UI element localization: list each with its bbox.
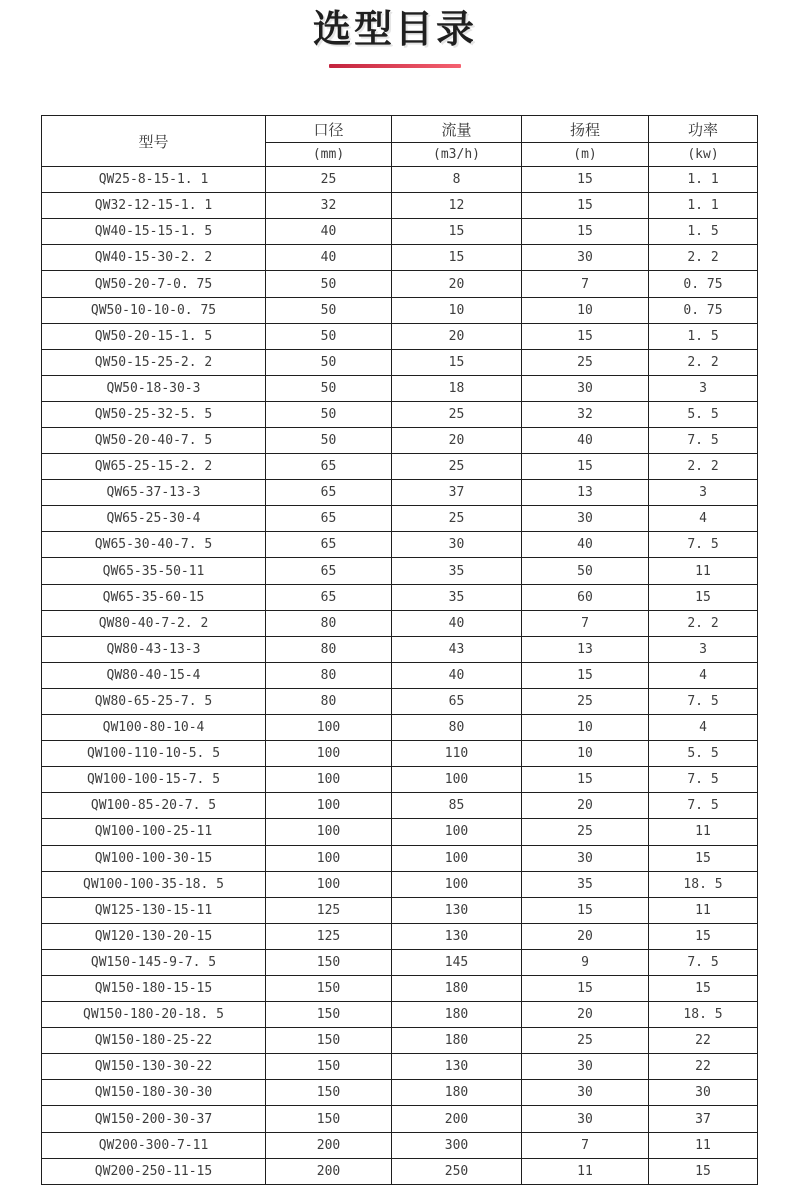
model-cell: QW50-18-30-3	[42, 375, 266, 401]
head-cell: 13	[522, 636, 649, 662]
head-cell: 30	[522, 1106, 649, 1132]
power-cell: 22	[649, 1028, 758, 1054]
model-cell: QW150-145-9-7. 5	[42, 949, 266, 975]
table-row	[42, 349, 758, 375]
col-header-diameter: 口径	[266, 116, 392, 143]
table-row	[42, 480, 758, 506]
power-cell: 18. 5	[649, 871, 758, 897]
diameter-cell: 65	[266, 558, 392, 584]
table-row	[42, 167, 758, 193]
flow-cell: 10	[392, 297, 522, 323]
diameter-cell: 100	[266, 845, 392, 871]
table-row	[42, 558, 758, 584]
flow-cell: 110	[392, 741, 522, 767]
diameter-cell: 80	[266, 662, 392, 688]
diameter-cell: 50	[266, 375, 392, 401]
model-cell: QW125-130-15-11	[42, 897, 266, 923]
head-cell: 15	[522, 323, 649, 349]
power-cell: 1. 5	[649, 323, 758, 349]
power-cell: 2. 2	[649, 454, 758, 480]
diameter-cell: 100	[266, 793, 392, 819]
power-cell: 15	[649, 1158, 758, 1184]
power-cell: 4	[649, 715, 758, 741]
flow-cell: 37	[392, 480, 522, 506]
table-row	[42, 584, 758, 610]
col-unit-diameter: (mm)	[266, 143, 392, 167]
diameter-cell: 40	[266, 245, 392, 271]
table-row	[42, 1002, 758, 1028]
flow-cell: 65	[392, 688, 522, 714]
head-cell: 15	[522, 767, 649, 793]
diameter-cell: 80	[266, 688, 392, 714]
power-cell: 37	[649, 1106, 758, 1132]
diameter-cell: 150	[266, 1028, 392, 1054]
diameter-cell: 65	[266, 584, 392, 610]
flow-cell: 8	[392, 167, 522, 193]
table-row	[42, 193, 758, 219]
table-row	[42, 506, 758, 532]
table-row	[42, 1080, 758, 1106]
head-cell: 30	[522, 1080, 649, 1106]
table-row	[42, 1028, 758, 1054]
head-cell: 20	[522, 923, 649, 949]
flow-cell: 43	[392, 636, 522, 662]
model-cell: QW120-130-20-15	[42, 923, 266, 949]
title-accent-bar	[329, 64, 461, 68]
model-cell: QW200-300-7-11	[42, 1132, 266, 1158]
head-cell: 7	[522, 1132, 649, 1158]
model-cell: QW100-110-10-5. 5	[42, 741, 266, 767]
model-cell: QW50-25-32-5. 5	[42, 401, 266, 427]
head-cell: 40	[522, 428, 649, 454]
model-cell: QW100-85-20-7. 5	[42, 793, 266, 819]
model-cell: QW65-25-30-4	[42, 506, 266, 532]
diameter-cell: 65	[266, 532, 392, 558]
head-cell: 10	[522, 297, 649, 323]
col-unit-power: (kw)	[649, 143, 758, 167]
col-header-head: 扬程	[522, 116, 649, 143]
model-cell: QW100-100-35-18. 5	[42, 871, 266, 897]
power-cell: 7. 5	[649, 688, 758, 714]
head-cell: 30	[522, 245, 649, 271]
head-cell: 15	[522, 897, 649, 923]
table-row	[42, 819, 758, 845]
power-cell: 11	[649, 819, 758, 845]
flow-cell: 20	[392, 323, 522, 349]
model-cell: QW100-100-25-11	[42, 819, 266, 845]
model-cell: QW65-35-50-11	[42, 558, 266, 584]
table-row	[42, 688, 758, 714]
power-cell: 15	[649, 584, 758, 610]
catalog-table-body	[42, 167, 758, 1185]
diameter-cell: 100	[266, 741, 392, 767]
diameter-cell: 200	[266, 1132, 392, 1158]
power-cell: 22	[649, 1054, 758, 1080]
table-row	[42, 1158, 758, 1184]
table-row	[42, 532, 758, 558]
table-row	[42, 715, 758, 741]
flow-cell: 250	[392, 1158, 522, 1184]
diameter-cell: 125	[266, 897, 392, 923]
model-cell: QW65-25-15-2. 2	[42, 454, 266, 480]
table-row	[42, 375, 758, 401]
model-cell: QW80-65-25-7. 5	[42, 688, 266, 714]
flow-cell: 180	[392, 1002, 522, 1028]
table-row	[42, 610, 758, 636]
diameter-cell: 50	[266, 349, 392, 375]
model-cell: QW150-130-30-22	[42, 1054, 266, 1080]
table-row	[42, 871, 758, 897]
selection-catalog-table	[41, 115, 758, 1185]
flow-cell: 25	[392, 454, 522, 480]
model-cell: QW25-8-15-1. 1	[42, 167, 266, 193]
header-label-row	[42, 116, 758, 143]
table-row	[42, 793, 758, 819]
model-cell: QW32-12-15-1. 1	[42, 193, 266, 219]
model-cell: QW150-180-20-18. 5	[42, 1002, 266, 1028]
power-cell: 30	[649, 1080, 758, 1106]
power-cell: 1. 1	[649, 193, 758, 219]
model-cell: QW150-200-30-37	[42, 1106, 266, 1132]
flow-cell: 130	[392, 1054, 522, 1080]
diameter-cell: 100	[266, 819, 392, 845]
flow-cell: 100	[392, 871, 522, 897]
col-header-power: 功率	[649, 116, 758, 143]
model-cell: QW65-30-40-7. 5	[42, 532, 266, 558]
diameter-cell: 150	[266, 1106, 392, 1132]
flow-cell: 40	[392, 610, 522, 636]
head-cell: 7	[522, 271, 649, 297]
model-cell: QW65-37-13-3	[42, 480, 266, 506]
col-header-flow: 流量	[392, 116, 522, 143]
head-cell: 15	[522, 975, 649, 1001]
diameter-cell: 125	[266, 923, 392, 949]
diameter-cell: 50	[266, 428, 392, 454]
flow-cell: 35	[392, 584, 522, 610]
table-row	[42, 454, 758, 480]
head-cell: 11	[522, 1158, 649, 1184]
diameter-cell: 50	[266, 401, 392, 427]
table-row	[42, 949, 758, 975]
power-cell: 7. 5	[649, 767, 758, 793]
flow-cell: 100	[392, 767, 522, 793]
page-title: 选型目录	[312, 7, 477, 51]
flow-cell: 25	[392, 506, 522, 532]
flow-cell: 180	[392, 975, 522, 1001]
model-cell: QW50-20-15-1. 5	[42, 323, 266, 349]
head-cell: 40	[522, 532, 649, 558]
diameter-cell: 25	[266, 167, 392, 193]
flow-cell: 80	[392, 715, 522, 741]
model-cell: QW150-180-15-15	[42, 975, 266, 1001]
diameter-cell: 150	[266, 1002, 392, 1028]
table-row	[42, 401, 758, 427]
diameter-cell: 50	[266, 297, 392, 323]
power-cell: 15	[649, 975, 758, 1001]
head-cell: 25	[522, 819, 649, 845]
power-cell: 11	[649, 897, 758, 923]
flow-cell: 200	[392, 1106, 522, 1132]
power-cell: 4	[649, 662, 758, 688]
head-cell: 25	[522, 688, 649, 714]
model-cell: QW100-100-30-15	[42, 845, 266, 871]
diameter-cell: 150	[266, 975, 392, 1001]
model-cell: QW100-80-10-4	[42, 715, 266, 741]
model-cell: QW40-15-15-1. 5	[42, 219, 266, 245]
diameter-cell: 100	[266, 767, 392, 793]
flow-cell: 100	[392, 819, 522, 845]
power-cell: 2. 2	[649, 349, 758, 375]
power-cell: 15	[649, 845, 758, 871]
table-row	[42, 845, 758, 871]
diameter-cell: 50	[266, 271, 392, 297]
diameter-cell: 50	[266, 323, 392, 349]
flow-cell: 30	[392, 532, 522, 558]
table-row	[42, 245, 758, 271]
flow-cell: 180	[392, 1080, 522, 1106]
flow-cell: 145	[392, 949, 522, 975]
flow-cell: 130	[392, 897, 522, 923]
table-row	[42, 662, 758, 688]
power-cell: 7. 5	[649, 949, 758, 975]
diameter-cell: 150	[266, 1080, 392, 1106]
power-cell: 0. 75	[649, 271, 758, 297]
head-cell: 30	[522, 506, 649, 532]
head-cell: 7	[522, 610, 649, 636]
diameter-cell: 65	[266, 506, 392, 532]
power-cell: 15	[649, 923, 758, 949]
flow-cell: 180	[392, 1028, 522, 1054]
flow-cell: 20	[392, 271, 522, 297]
diameter-cell: 80	[266, 636, 392, 662]
flow-cell: 35	[392, 558, 522, 584]
power-cell: 4	[649, 506, 758, 532]
power-cell: 5. 5	[649, 401, 758, 427]
power-cell: 3	[649, 375, 758, 401]
col-header-model: 型号	[42, 116, 266, 167]
flow-cell: 12	[392, 193, 522, 219]
model-cell: QW80-43-13-3	[42, 636, 266, 662]
power-cell: 2. 2	[649, 610, 758, 636]
power-cell: 3	[649, 636, 758, 662]
head-cell: 60	[522, 584, 649, 610]
model-cell: QW100-100-15-7. 5	[42, 767, 266, 793]
model-cell: QW50-20-40-7. 5	[42, 428, 266, 454]
model-cell: QW50-20-7-0. 75	[42, 271, 266, 297]
table-row	[42, 323, 758, 349]
power-cell: 1. 5	[649, 219, 758, 245]
power-cell: 7. 5	[649, 793, 758, 819]
diameter-cell: 100	[266, 715, 392, 741]
model-cell: QW40-15-30-2. 2	[42, 245, 266, 271]
col-unit-flow: (m3/h)	[392, 143, 522, 167]
head-cell: 10	[522, 715, 649, 741]
table-row	[42, 923, 758, 949]
power-cell: 7. 5	[649, 428, 758, 454]
power-cell: 2. 2	[649, 245, 758, 271]
head-cell: 32	[522, 401, 649, 427]
head-cell: 30	[522, 375, 649, 401]
head-cell: 15	[522, 193, 649, 219]
flow-cell: 15	[392, 245, 522, 271]
model-cell: QW150-180-25-22	[42, 1028, 266, 1054]
table-row	[42, 1106, 758, 1132]
table-row	[42, 219, 758, 245]
col-unit-head: (m)	[522, 143, 649, 167]
power-cell: 3	[649, 480, 758, 506]
table-row	[42, 271, 758, 297]
head-cell: 9	[522, 949, 649, 975]
head-cell: 35	[522, 871, 649, 897]
head-cell: 50	[522, 558, 649, 584]
diameter-cell: 200	[266, 1158, 392, 1184]
head-cell: 25	[522, 1028, 649, 1054]
head-cell: 20	[522, 1002, 649, 1028]
diameter-cell: 100	[266, 871, 392, 897]
model-cell: QW65-35-60-15	[42, 584, 266, 610]
flow-cell: 130	[392, 923, 522, 949]
head-cell: 15	[522, 219, 649, 245]
table-row	[42, 975, 758, 1001]
power-cell: 18. 5	[649, 1002, 758, 1028]
head-cell: 10	[522, 741, 649, 767]
head-cell: 13	[522, 480, 649, 506]
diameter-cell: 40	[266, 219, 392, 245]
flow-cell: 40	[392, 662, 522, 688]
table-row	[42, 741, 758, 767]
diameter-cell: 65	[266, 454, 392, 480]
model-cell: QW50-10-10-0. 75	[42, 297, 266, 323]
power-cell: 1. 1	[649, 167, 758, 193]
table-row	[42, 897, 758, 923]
model-cell: QW150-180-30-30	[42, 1080, 266, 1106]
catalog-table-header	[42, 116, 758, 167]
power-cell: 11	[649, 558, 758, 584]
table-row	[42, 428, 758, 454]
flow-cell: 20	[392, 428, 522, 454]
table-row	[42, 636, 758, 662]
head-cell: 30	[522, 845, 649, 871]
flow-cell: 15	[392, 219, 522, 245]
table-row	[42, 1054, 758, 1080]
power-cell: 11	[649, 1132, 758, 1158]
diameter-cell: 80	[266, 610, 392, 636]
flow-cell: 100	[392, 845, 522, 871]
diameter-cell: 65	[266, 480, 392, 506]
head-cell: 15	[522, 454, 649, 480]
flow-cell: 85	[392, 793, 522, 819]
head-cell: 25	[522, 349, 649, 375]
table-row	[42, 1132, 758, 1158]
model-cell: QW200-250-11-15	[42, 1158, 266, 1184]
head-cell: 20	[522, 793, 649, 819]
flow-cell: 300	[392, 1132, 522, 1158]
model-cell: QW80-40-15-4	[42, 662, 266, 688]
flow-cell: 15	[392, 349, 522, 375]
flow-cell: 25	[392, 401, 522, 427]
diameter-cell: 32	[266, 193, 392, 219]
head-cell: 15	[522, 167, 649, 193]
table-row	[42, 297, 758, 323]
power-cell: 7. 5	[649, 532, 758, 558]
flow-cell: 18	[392, 375, 522, 401]
diameter-cell: 150	[266, 1054, 392, 1080]
model-cell: QW80-40-7-2. 2	[42, 610, 266, 636]
head-cell: 15	[522, 662, 649, 688]
head-cell: 30	[522, 1054, 649, 1080]
table-row	[42, 767, 758, 793]
diameter-cell: 150	[266, 949, 392, 975]
power-cell: 5. 5	[649, 741, 758, 767]
power-cell: 0. 75	[649, 297, 758, 323]
model-cell: QW50-15-25-2. 2	[42, 349, 266, 375]
